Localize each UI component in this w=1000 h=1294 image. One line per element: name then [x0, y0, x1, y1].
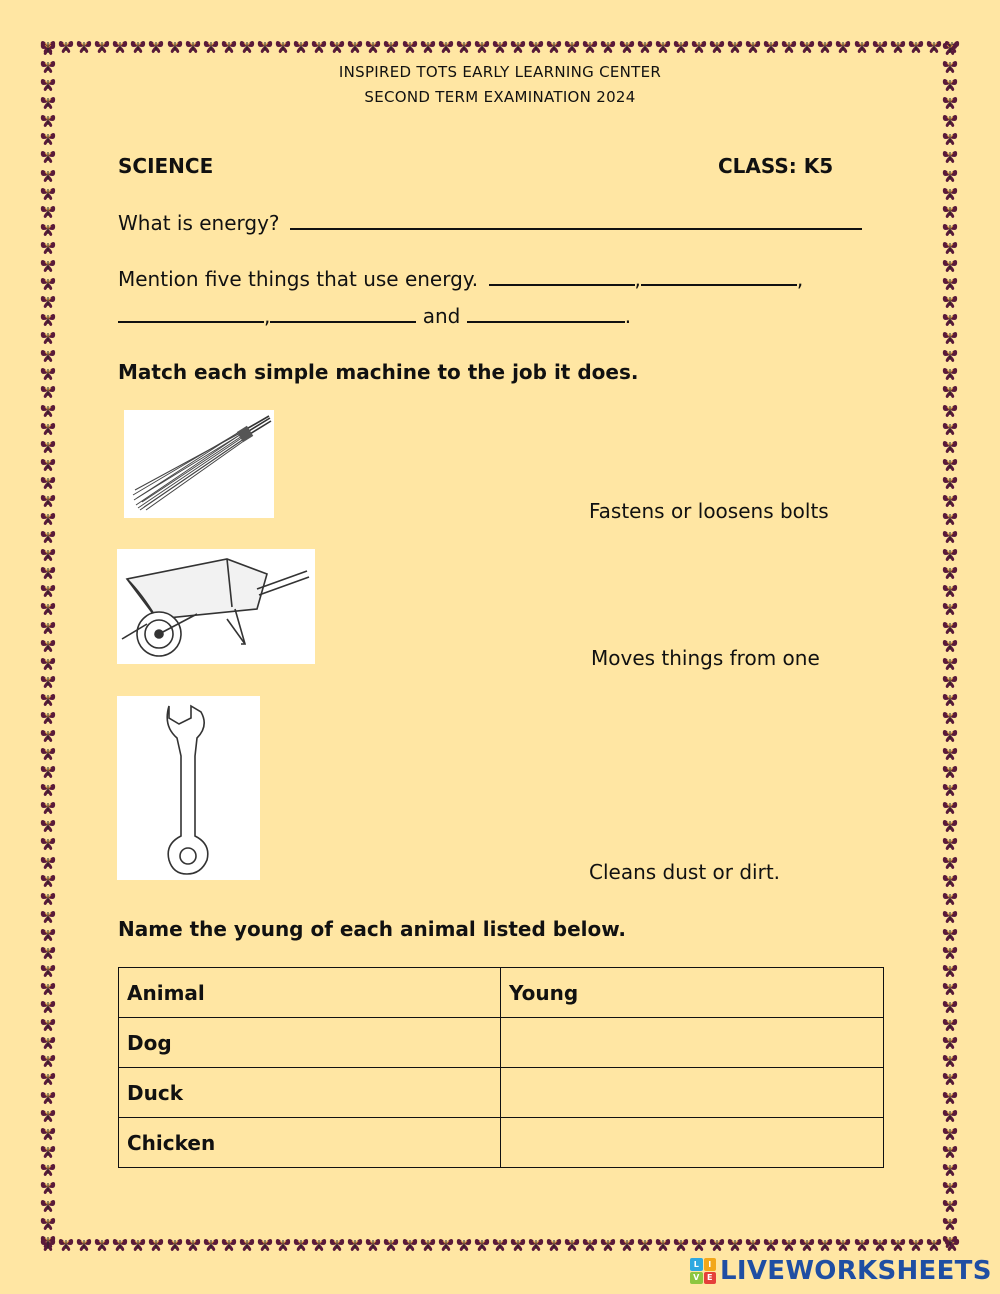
- answer-line-1[interactable]: [489, 283, 635, 286]
- butterfly-icon: [745, 1236, 761, 1252]
- butterfly-icon: [709, 38, 725, 54]
- butterfly-icon: [942, 528, 958, 544]
- butterfly-icon: [40, 185, 56, 201]
- butterfly-icon: [942, 130, 958, 146]
- question-match-title: Match each simple machine to the job it does.: [118, 360, 639, 384]
- butterfly-icon: [40, 1089, 56, 1105]
- butterfly-icon: [311, 38, 327, 54]
- butterfly-icon: [40, 799, 56, 815]
- butterfly-icon: [40, 926, 56, 942]
- butterfly-icon: [942, 745, 958, 761]
- butterfly-icon: [221, 1236, 237, 1252]
- logo-letter: E: [704, 1272, 717, 1285]
- butterfly-icon: [942, 890, 958, 906]
- butterfly-icon: [942, 148, 958, 164]
- butterfly-icon: [420, 1236, 436, 1252]
- butterfly-icon: [456, 1236, 472, 1252]
- butterfly-icon: [600, 38, 616, 54]
- table-header-row: [119, 968, 884, 1018]
- butterfly-icon: [40, 691, 56, 707]
- butterfly-icon: [40, 1016, 56, 1032]
- butterfly-icon: [691, 1236, 707, 1252]
- butterfly-icon: [564, 38, 580, 54]
- wheelbarrow-image[interactable]: [117, 549, 315, 664]
- butterfly-icon: [942, 854, 958, 870]
- butterfly-icon: [40, 745, 56, 761]
- header-animal: Animal: [119, 968, 501, 1018]
- butterfly-icon: [942, 383, 958, 399]
- butterfly-icon: [40, 817, 56, 833]
- and-word: and: [422, 304, 461, 328]
- butterfly-icon: [942, 835, 958, 851]
- separator-comma: ,: [634, 267, 641, 291]
- butterfly-icon: [383, 38, 399, 54]
- butterfly-icon: [942, 1125, 958, 1141]
- butterfly-icon: [942, 817, 958, 833]
- butterfly-icon: [926, 38, 942, 54]
- butterfly-icon: [546, 38, 562, 54]
- butterfly-icon: [745, 38, 761, 54]
- butterfly-icon: [763, 1236, 779, 1252]
- butterfly-icon: [673, 38, 689, 54]
- butterfly-icon: [40, 908, 56, 924]
- butterfly-icon: [942, 799, 958, 815]
- butterfly-icon: [167, 38, 183, 54]
- logo-letter: V: [690, 1272, 703, 1285]
- subject-label: SCIENCE: [118, 154, 214, 178]
- butterfly-icon: [40, 329, 56, 345]
- butterfly-icon: [942, 438, 958, 454]
- butterfly-icon: [112, 38, 128, 54]
- butterfly-icon: [474, 38, 490, 54]
- butterfly-icon: [942, 347, 958, 363]
- butterfly-icon: [942, 203, 958, 219]
- butterfly-icon: [40, 1143, 56, 1159]
- butterfly-icon: [942, 582, 958, 598]
- answer-line-4[interactable]: [270, 320, 416, 323]
- table-row: [119, 1018, 884, 1068]
- butterfly-icon: [942, 655, 958, 671]
- butterfly-icon: [76, 38, 92, 54]
- butterfly-icon: [942, 1233, 958, 1249]
- butterfly-icon: [835, 38, 851, 54]
- butterfly-icon: [942, 1161, 958, 1177]
- butterfly-icon: [40, 112, 56, 128]
- butterfly-icon: [40, 637, 56, 653]
- butterfly-icon: [40, 438, 56, 454]
- butterfly-icon: [817, 1236, 833, 1252]
- question-energy: [118, 211, 862, 235]
- butterfly-icon: [40, 365, 56, 381]
- liveworksheets-wordmark: LIVEWORKSHEETS: [720, 1256, 992, 1286]
- butterfly-icon: [40, 221, 56, 237]
- butterfly-icon: [942, 962, 958, 978]
- butterfly-icon: [456, 38, 472, 54]
- butterfly-icon: [293, 1236, 309, 1252]
- butterfly-icon: [942, 709, 958, 725]
- class-label: CLASS: K5: [718, 154, 834, 178]
- butterfly-icon: [383, 1236, 399, 1252]
- butterfly-icon: [582, 38, 598, 54]
- butterfly-icon: [58, 38, 74, 54]
- butterfly-icon: [510, 38, 526, 54]
- liveworksheets-logo-icon: [690, 1258, 716, 1284]
- butterfly-icon: [691, 38, 707, 54]
- logo-letter: I: [704, 1258, 717, 1271]
- butterfly-icon: [40, 510, 56, 526]
- butterfly-icon: [942, 727, 958, 743]
- wrench-icon: [117, 696, 260, 880]
- young-answer-cell[interactable]: [501, 1118, 884, 1168]
- butterfly-icon: [40, 1161, 56, 1177]
- butterfly-icon: [40, 600, 56, 616]
- exam-title: SECOND TERM EXAMINATION 2024: [364, 88, 636, 106]
- butterfly-icon: [942, 763, 958, 779]
- liveworksheets-brand: [690, 1256, 992, 1286]
- table-row: [119, 1068, 884, 1118]
- butterfly-icon: [709, 1236, 725, 1252]
- butterfly-icon: [942, 275, 958, 291]
- butterfly-icon: [40, 420, 56, 436]
- butterfly-icon: [799, 38, 815, 54]
- butterfly-icon: [942, 1215, 958, 1231]
- butterfly-icon: [835, 1236, 851, 1252]
- butterfly-icon: [942, 329, 958, 345]
- butterfly-icon: [257, 38, 273, 54]
- butterfly-icon: [564, 1236, 580, 1252]
- butterfly-icon: [40, 1233, 56, 1249]
- young-answer-cell[interactable]: [501, 1018, 884, 1068]
- butterfly-icon: [942, 872, 958, 888]
- butterfly-icon: [600, 1236, 616, 1252]
- butterfly-icon: [275, 1236, 291, 1252]
- butterfly-icon: [40, 1070, 56, 1086]
- butterfly-icon: [40, 1107, 56, 1123]
- butterfly-icon: [40, 763, 56, 779]
- job-3: Cleans dust or dirt.: [589, 860, 781, 884]
- butterfly-icon: [329, 38, 345, 54]
- butterfly-icon: [528, 1236, 544, 1252]
- border-right: [942, 40, 960, 1250]
- butterfly-icon: [40, 1125, 56, 1141]
- butterfly-icon: [942, 1052, 958, 1068]
- butterfly-icon: [942, 40, 958, 56]
- butterfly-icon: [492, 38, 508, 54]
- butterfly-icon: [40, 835, 56, 851]
- butterfly-icon: [942, 998, 958, 1014]
- butterfly-icon: [619, 38, 635, 54]
- butterfly-icon: [329, 1236, 345, 1252]
- butterfly-icon: [293, 38, 309, 54]
- butterfly-icon: [130, 1236, 146, 1252]
- butterfly-icon: [58, 1236, 74, 1252]
- butterfly-icon: [365, 38, 381, 54]
- broom-icon: [124, 410, 274, 518]
- butterfly-icon: [40, 709, 56, 725]
- question-energy-text: What is energy?: [118, 211, 280, 235]
- school-name: INSPIRED TOTS EARLY LEARNING CENTER: [338, 63, 662, 81]
- butterfly-icon: [942, 1143, 958, 1159]
- butterfly-icon: [492, 1236, 508, 1252]
- question-young-title: Name the young of each animal listed below.: [118, 917, 627, 941]
- butterfly-icon: [40, 1215, 56, 1231]
- butterfly-icon: [40, 528, 56, 544]
- butterfly-icon: [40, 311, 56, 327]
- butterfly-icon: [40, 854, 56, 870]
- butterfly-icon: [655, 1236, 671, 1252]
- butterfly-icon: [112, 1236, 128, 1252]
- butterfly-icon: [40, 402, 56, 418]
- butterfly-icon: [781, 1236, 797, 1252]
- butterfly-icon: [40, 167, 56, 183]
- butterfly-icon: [942, 781, 958, 797]
- question-five-things-text: Mention five things that use energy.: [118, 267, 479, 291]
- butterfly-icon: [619, 1236, 635, 1252]
- animal-cell: Dog: [119, 1018, 501, 1068]
- butterfly-icon: [40, 40, 56, 56]
- border-bottom: [40, 1236, 960, 1254]
- butterfly-icon: [510, 1236, 526, 1252]
- butterfly-icon: [167, 1236, 183, 1252]
- butterfly-icon: [781, 38, 797, 54]
- butterfly-icon: [942, 908, 958, 924]
- butterfly-icon: [40, 203, 56, 219]
- butterfly-icon: [942, 456, 958, 472]
- butterfly-icon: [582, 1236, 598, 1252]
- butterfly-icon: [942, 564, 958, 580]
- animal-young-table: [118, 967, 884, 1168]
- butterfly-icon: [185, 1236, 201, 1252]
- period: .: [624, 304, 632, 328]
- butterfly-icon: [942, 510, 958, 526]
- butterfly-icon: [942, 673, 958, 689]
- butterfly-icon: [942, 185, 958, 201]
- butterfly-icon: [942, 1016, 958, 1032]
- young-answer-cell[interactable]: [501, 1068, 884, 1118]
- butterfly-icon: [40, 962, 56, 978]
- butterfly-icon: [40, 492, 56, 508]
- butterfly-icon: [40, 239, 56, 255]
- question-five-things: [118, 267, 803, 291]
- border-left: [40, 40, 58, 1250]
- butterfly-icon: [942, 1107, 958, 1123]
- butterfly-icon: [40, 655, 56, 671]
- table-row: [119, 1118, 884, 1168]
- answer-line-energy[interactable]: [290, 227, 862, 230]
- butterfly-icon: [347, 38, 363, 54]
- butterfly-icon: [40, 727, 56, 743]
- butterfly-icon: [942, 112, 958, 128]
- animal-cell: Duck: [119, 1068, 501, 1118]
- butterfly-icon: [40, 275, 56, 291]
- butterfly-icon: [942, 1070, 958, 1086]
- butterfly-icon: [148, 1236, 164, 1252]
- butterfly-icon: [942, 944, 958, 960]
- butterfly-icon: [763, 38, 779, 54]
- job-1: Fastens or loosens bolts: [589, 499, 829, 523]
- butterfly-icon: [420, 38, 436, 54]
- butterfly-icon: [942, 402, 958, 418]
- butterfly-icon: [799, 1236, 815, 1252]
- answer-line-2[interactable]: [641, 283, 797, 286]
- question-five-things-cont: [118, 304, 631, 328]
- butterfly-icon: [942, 239, 958, 255]
- butterfly-icon: [130, 38, 146, 54]
- butterfly-icon: [673, 1236, 689, 1252]
- butterfly-icon: [942, 637, 958, 653]
- butterfly-icon: [40, 980, 56, 996]
- butterfly-icon: [637, 38, 653, 54]
- butterfly-icon: [942, 980, 958, 996]
- separator-comma: ,: [264, 304, 271, 328]
- butterfly-icon: [854, 1236, 870, 1252]
- butterfly-icon: [402, 38, 418, 54]
- butterfly-icon: [942, 600, 958, 616]
- separator-comma: ,: [796, 267, 804, 291]
- butterfly-icon: [942, 1197, 958, 1213]
- butterfly-icon: [257, 1236, 273, 1252]
- butterfly-icon: [474, 1236, 490, 1252]
- butterfly-icon: [40, 1197, 56, 1213]
- butterfly-icon: [40, 130, 56, 146]
- butterfly-icon: [942, 420, 958, 436]
- butterfly-icon: [40, 944, 56, 960]
- butterfly-icon: [40, 872, 56, 888]
- butterfly-icon: [637, 1236, 653, 1252]
- butterfly-icon: [890, 38, 906, 54]
- butterfly-icon: [40, 148, 56, 164]
- butterfly-icon: [40, 546, 56, 562]
- butterfly-icon: [40, 1052, 56, 1068]
- butterfly-icon: [942, 221, 958, 237]
- butterfly-icon: [40, 582, 56, 598]
- butterfly-icon: [40, 998, 56, 1014]
- butterfly-icon: [438, 38, 454, 54]
- butterfly-icon: [942, 546, 958, 562]
- butterfly-icon: [221, 38, 237, 54]
- butterfly-icon: [203, 38, 219, 54]
- butterfly-icon: [872, 1236, 888, 1252]
- butterfly-icon: [311, 1236, 327, 1252]
- butterfly-icon: [40, 1034, 56, 1050]
- answer-line-5[interactable]: [467, 320, 625, 323]
- butterfly-icon: [854, 38, 870, 54]
- butterfly-icon: [908, 1236, 924, 1252]
- butterfly-icon: [275, 38, 291, 54]
- butterfly-icon: [94, 1236, 110, 1252]
- butterfly-icon: [40, 1179, 56, 1195]
- butterfly-icon: [942, 619, 958, 635]
- butterfly-icon: [40, 257, 56, 273]
- butterfly-icon: [942, 474, 958, 490]
- butterfly-icon: [76, 1236, 92, 1252]
- animal-cell: Chicken: [119, 1118, 501, 1168]
- butterfly-icon: [872, 38, 888, 54]
- butterfly-icon: [942, 365, 958, 381]
- butterfly-icon: [365, 1236, 381, 1252]
- butterfly-icon: [528, 38, 544, 54]
- wrench-image[interactable]: [117, 696, 260, 880]
- butterfly-icon: [942, 1034, 958, 1050]
- butterfly-icon: [239, 38, 255, 54]
- butterfly-icon: [40, 781, 56, 797]
- butterfly-icon: [817, 38, 833, 54]
- butterfly-icon: [727, 1236, 743, 1252]
- butterfly-icon: [40, 890, 56, 906]
- logo-letter: L: [690, 1258, 703, 1271]
- butterfly-icon: [148, 38, 164, 54]
- butterfly-icon: [942, 492, 958, 508]
- butterfly-icon: [40, 347, 56, 363]
- butterfly-icon: [942, 1089, 958, 1105]
- butterfly-icon: [40, 564, 56, 580]
- butterfly-icon: [40, 619, 56, 635]
- butterfly-icon: [942, 1179, 958, 1195]
- butterfly-icon: [40, 293, 56, 309]
- butterfly-icon: [40, 474, 56, 490]
- butterfly-icon: [203, 1236, 219, 1252]
- butterfly-icon: [942, 293, 958, 309]
- answer-line-3[interactable]: [118, 320, 264, 323]
- butterfly-icon: [402, 1236, 418, 1252]
- butterfly-icon: [40, 673, 56, 689]
- header-young: Young: [501, 968, 884, 1018]
- butterfly-icon: [347, 1236, 363, 1252]
- butterfly-icon: [40, 456, 56, 472]
- butterfly-icon: [727, 38, 743, 54]
- job-2: Moves things from one: [591, 646, 820, 670]
- butterfly-icon: [908, 38, 924, 54]
- border-top: [40, 38, 960, 56]
- broom-image[interactable]: [124, 410, 274, 518]
- butterfly-icon: [40, 383, 56, 399]
- butterfly-icon: [942, 311, 958, 327]
- butterfly-icon: [655, 38, 671, 54]
- butterfly-icon: [239, 1236, 255, 1252]
- butterfly-icon: [546, 1236, 562, 1252]
- butterfly-icon: [890, 1236, 906, 1252]
- butterfly-icon: [942, 257, 958, 273]
- butterfly-icon: [942, 691, 958, 707]
- butterfly-icon: [94, 38, 110, 54]
- butterfly-icon: [185, 38, 201, 54]
- butterfly-icon: [926, 1236, 942, 1252]
- butterfly-icon: [942, 167, 958, 183]
- butterfly-icon: [438, 1236, 454, 1252]
- wheelbarrow-icon: [117, 549, 315, 664]
- butterfly-icon: [942, 926, 958, 942]
